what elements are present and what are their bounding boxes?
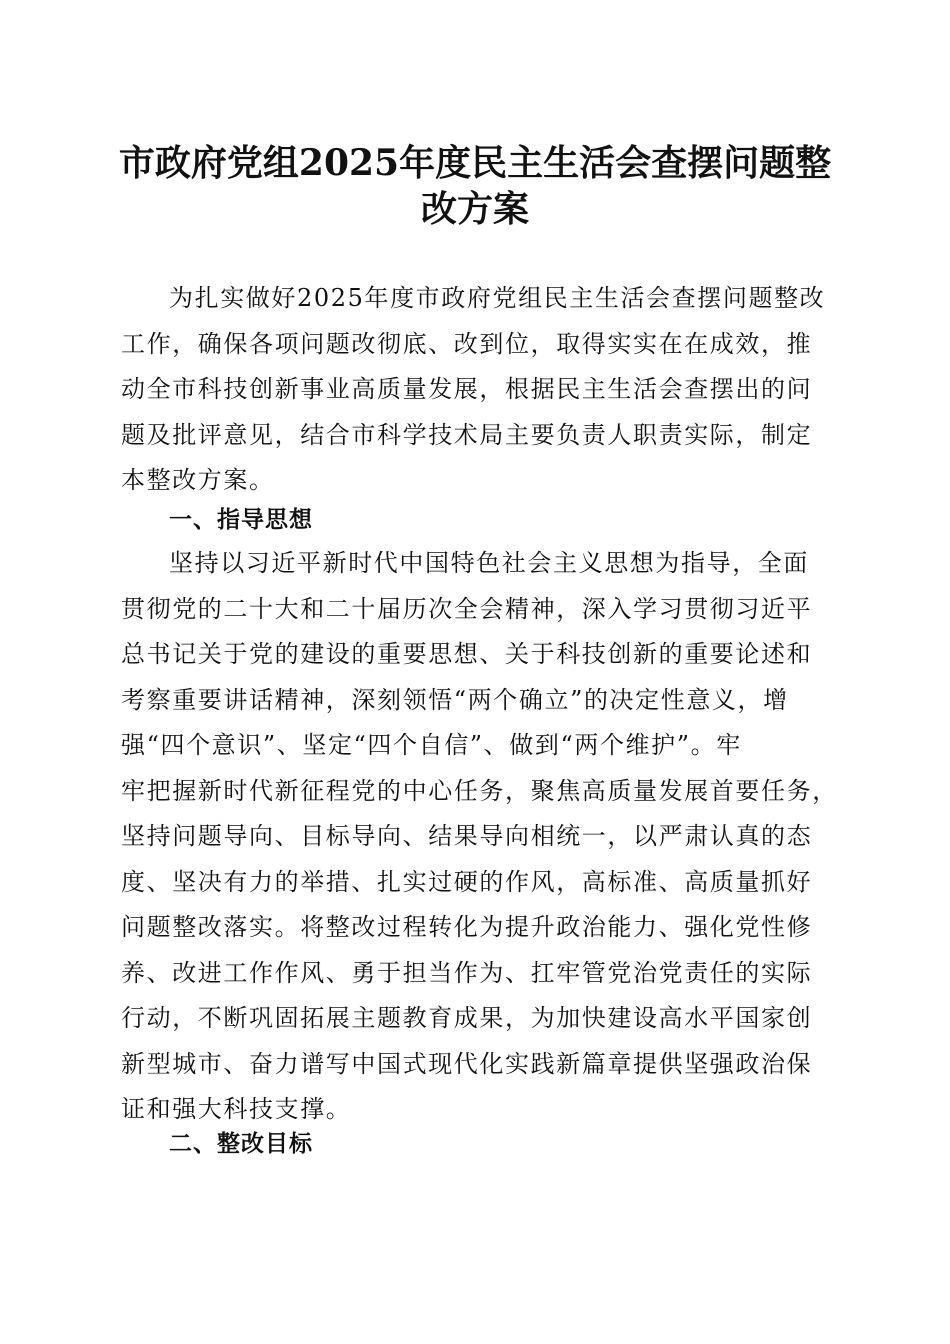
- paragraph-line: 贯彻党的二十大和二十届历次全会精神，深入学习贯彻习近平: [121, 594, 813, 623]
- document-title-line2: 改方案: [420, 188, 529, 230]
- paragraph-line: 证和强大科技支撑。: [121, 1095, 352, 1123]
- paragraph-line: 度、坚决有力的举措、扎实过硬的作风，高标准、高质量抓好: [121, 867, 813, 896]
- paragraph-line: 坚持问题导向、目标导向、结果导向相统一，以严肃认真的态: [121, 822, 813, 850]
- paragraph-line: 题及批评意见，结合市科学技术局主要负责人职责实际，制定: [121, 420, 813, 449]
- paragraph-line: 坚持以习近平新时代中国特色社会主义思想为指导，全面: [169, 549, 809, 577]
- paragraph-line: 牢把握新时代新征程党的中心任务，聚焦高质量发展首要任务，: [121, 776, 838, 805]
- paragraph-line: 问题整改落实。将整改过程转化为提升政治能力、强化党性修: [121, 913, 813, 941]
- paragraph-line: 总书记关于党的建设的重要思想、关于科技创新的重要论述和: [121, 640, 813, 668]
- document-title-line1: 市政府党组2025年度民主生活会查摆问题整: [118, 142, 832, 184]
- paragraph-line: 新型城市、奋力谱写中国式现代化实践新篇章提供坚强政治保: [121, 1049, 813, 1078]
- paragraph-line: 强“四个意识”、坚定“四个自信”、做到“两个维护”。牢: [121, 731, 742, 759]
- paragraph-line: 行动，不断巩固拓展主题教育成果，为加快建设高水平国家创: [121, 1004, 813, 1032]
- paragraph-line: 为扎实做好2025年度市政府党组民主生活会查摆问题整改: [169, 284, 826, 312]
- intro-paragraph: [121, 276, 833, 504]
- paragraph-line: 考察重要讲话精神，深刻领悟“两个确立”的决定性意义，增: [121, 685, 789, 714]
- section1-paragraph: [121, 541, 838, 1133]
- paragraph-line: 工作，确保各项问题改彻底、改到位，取得实实在在成效，推: [121, 329, 813, 358]
- section-heading-guiding-ideology: 一、指导思想: [169, 507, 313, 533]
- section-heading-rectification-goals: 二、整改目标: [169, 1131, 313, 1157]
- paragraph-line: 本整改方案。: [121, 466, 275, 494]
- paragraph-line: 养、改进工作作风、勇于担当作为、扛牢管党治党责任的实际: [121, 958, 813, 987]
- paragraph-line: 动全市科技创新事业高质量发展，根据民主生活会查摆出的问: [121, 375, 813, 403]
